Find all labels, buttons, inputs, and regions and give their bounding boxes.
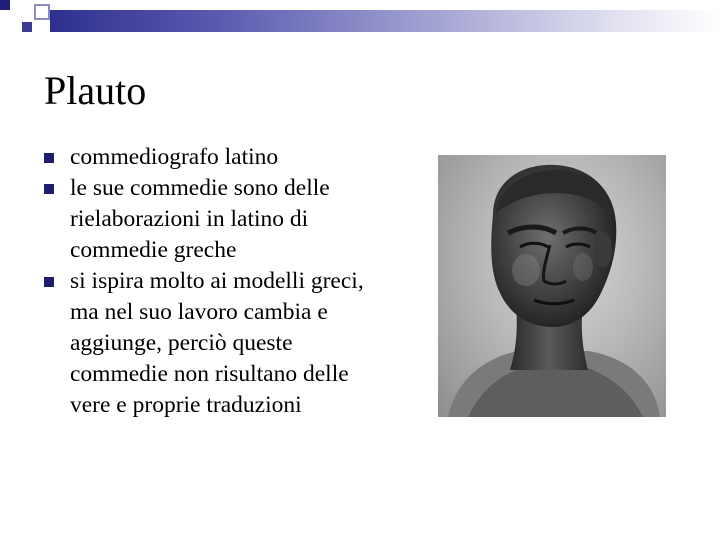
bullet-text: le sue commedie sono delle rielaborazioni in latino di commedie greche <box>70 175 330 263</box>
decoration-square-outline <box>34 4 50 20</box>
bullet-item <box>44 142 390 173</box>
decoration-square <box>10 10 22 22</box>
decoration-square <box>22 22 32 32</box>
bullet-item <box>44 173 390 266</box>
bullet-list <box>44 142 390 421</box>
bust-illustration <box>438 155 666 417</box>
portrait-bust-image <box>438 155 666 417</box>
decoration-square <box>0 0 10 10</box>
header-decoration-band <box>50 10 720 32</box>
square-bullet-icon <box>44 153 54 163</box>
bullet-text: si ispira molto ai modelli greci, ma nel suo lavoro cambia e aggiunge, perciò queste commedie non risultano delle vere e proprie traduzioni <box>70 268 364 418</box>
bullet-item <box>44 266 390 421</box>
slide-title: Plauto <box>44 68 147 113</box>
square-bullet-icon <box>44 184 54 194</box>
square-bullet-icon <box>44 277 54 287</box>
bullet-text: commediografo latino <box>70 144 279 170</box>
